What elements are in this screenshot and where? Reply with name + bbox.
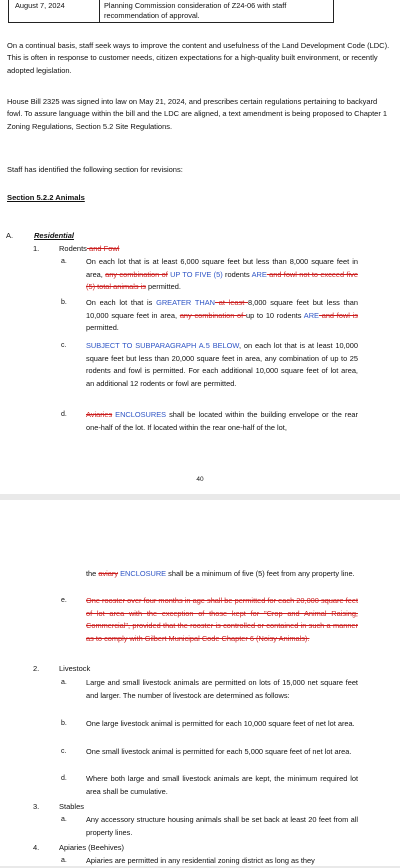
item-3-title: Stables <box>59 802 85 811</box>
outline-A-label: A. <box>6 231 14 240</box>
item-1a-text: On each lot that is at least 6,000 square feet but less than 8,000 square feet in area, any combination of UP TO FIVE (5) rodents ARE and fowl not to exceed five (5) total animals is permitted. <box>86 257 358 292</box>
item-1a-letter: a. <box>61 258 67 265</box>
header-table-row <box>8 0 334 23</box>
header-date: August 7, 2024 <box>9 0 100 22</box>
section-title: Section 5.2.2 Animals <box>7 193 85 202</box>
item-4a-letter: a. <box>61 857 67 864</box>
item-2d-text: Where both large and small livestock animals are kept, the minimum required lot area shall be cumulative. <box>86 774 358 796</box>
item-1d-letter: d. <box>61 411 67 418</box>
item-2a-letter: a. <box>61 679 67 686</box>
item-3-number: 3. <box>33 802 40 811</box>
bill-paragraph: House Bill 2325 was signed into law on May 21, 2024, and prescribes certain regulations pertaining to backyard fowl. To assure language within the bill and the LDC are aligned, a text amendment is being proposed to Chapter 1 Zoning Regulations, Section 5.2 Site Regulations. <box>7 97 388 131</box>
item-1e-deleted-text: One rooster over four months in age shall be permitted for each 20,000 square feet of lot area with the exception of those kept for "Crop and Animal Raising, Commercial", provided that the rooster is controlled or contained in such a manner as to comply with Gilbert Municipal Code Chapter 6 (Noisy Animals). <box>86 596 358 643</box>
item-4-title: Apiaries (Beehives) <box>59 843 125 852</box>
item-1-title: Rodents and Fowl <box>59 244 120 253</box>
intro-paragraph: On a continual basis, staff seek ways to improve the content and usefulness of the Land Development Code (LDC). This is often in response to customer needs, citizen expectations for a high-quality built environment, or recently adopted legislation. <box>7 41 390 75</box>
item-1b-text: On each lot that is GREATER THAN at least 8,000 square feet but less than 10,000 square feet in area, any combination of up to 10 rodents ARE and fowl is permitted. <box>86 298 359 333</box>
header-description: Planning Commission consideration of Z24-06 with staff recommendation of approval. <box>104 1 287 20</box>
item-4-number: 4. <box>33 843 40 852</box>
item-1-number: 1. <box>33 244 40 253</box>
item-2b-letter: b. <box>61 720 67 727</box>
item-1e-letter: e. <box>61 597 67 604</box>
item-1c-letter: c. <box>61 342 67 349</box>
item-1b-letter: b. <box>61 299 67 306</box>
item-2-number: 2. <box>33 664 40 673</box>
residential-heading: Residential <box>34 231 75 240</box>
item-2b-text: One large livestock animal is permitted for each 10,000 square feet of net lot area. <box>86 719 355 728</box>
page-number: 40 <box>196 476 204 483</box>
item-1c-text: SUBJECT TO SUBPARAGRAPH A.5 BELOW, on each lot that is at least 10,000 square feet but less than 20,000 square feet in area, any combination of up to 25 rodents and fowl is permitted. For each additional 10,000 square feet of lot area, an additional 12 rodents or fowl are permitted. <box>86 341 359 388</box>
item-3a-text: Any accessory structure housing animals shall be set back at least 20 feet from all property lines. <box>86 815 358 837</box>
item-4a-text: Apiaries are permitted in any residential zoning district as long as they <box>86 856 315 865</box>
item-2c-text: One small livestock animal is permitted for each 5,000 square feet of net lot area. <box>86 747 352 756</box>
item-1d-continued: the aviary ENCLOSURE shall be a minimum of five (5) feet from any property line. <box>86 569 355 578</box>
document-page-2 <box>0 500 400 866</box>
item-3a-letter: a. <box>61 816 67 823</box>
item-2a-text: Large and small livestock animals are permitted on lots of 15,000 net square feet and larger. The number of livestock are determined as follows: <box>86 678 358 700</box>
staff-paragraph: Staff has identified the following section for revisions: <box>7 165 183 174</box>
item-2-title: Livestock <box>59 664 91 673</box>
item-2d-letter: d. <box>61 775 67 782</box>
item-2c-letter: c. <box>61 748 67 755</box>
item-1d-text: Aviaries ENCLOSURES shall be located within the building envelope or the rear one-half of the lot. If located within the rear one-half of the lot, <box>86 410 359 432</box>
